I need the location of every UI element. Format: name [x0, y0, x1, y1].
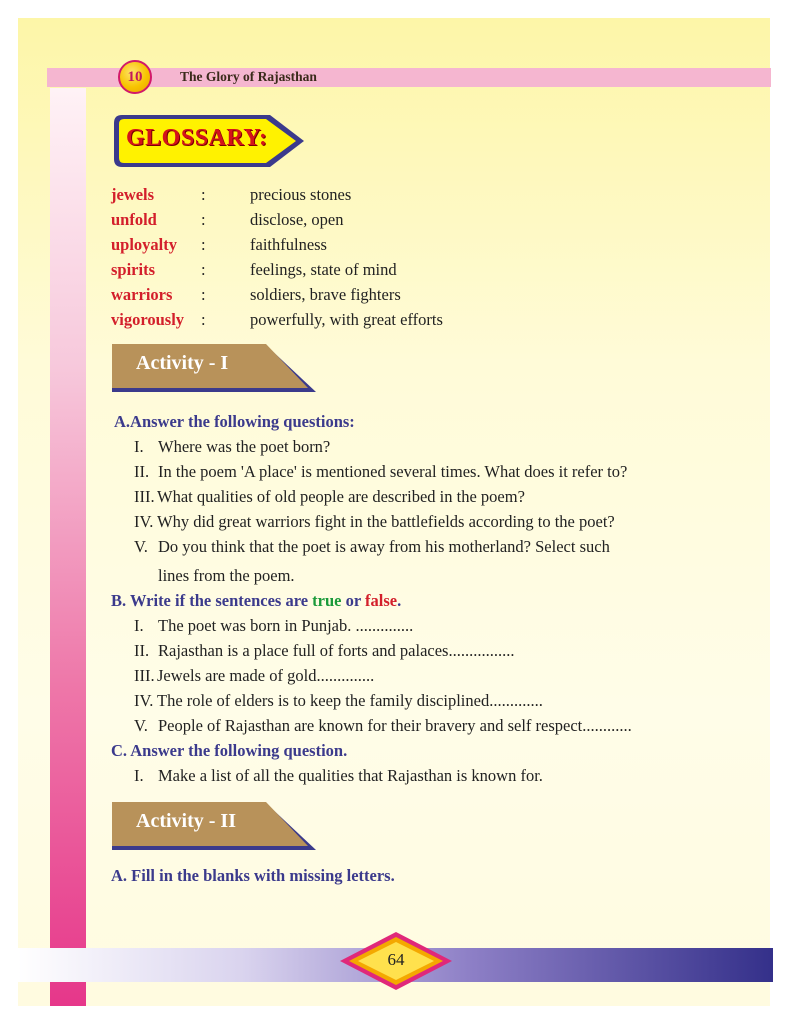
glossary-colon: :	[201, 235, 206, 254]
statement-number: V.	[134, 716, 148, 735]
glossary-word: uployalty	[111, 235, 178, 254]
section-a-heading: A.Answer the following questions:	[114, 412, 355, 431]
glossary-word: jewels	[111, 185, 155, 204]
question-text: Where was the poet born?	[158, 437, 331, 456]
or-word: or	[341, 591, 366, 610]
question-number: III.	[134, 487, 155, 506]
section-b-heading-prefix: B. Write if the sentences are	[111, 591, 313, 610]
activity-2-tag	[112, 802, 317, 852]
question-text: In the poem 'A place' is mentioned several times. What does it refer to?	[158, 462, 628, 481]
question-text: Make a list of all the qualities that Rajasthan is known for.	[158, 766, 543, 785]
glossary-colon: :	[201, 185, 206, 204]
section-c-heading: C. Answer the following question.	[111, 741, 348, 760]
page-number: 64	[387, 950, 405, 969]
glossary-definition: feelings, state of mind	[250, 260, 397, 279]
statement-number: I.	[134, 616, 144, 635]
chapter-title: The Glory of Rajasthan	[180, 69, 317, 84]
glossary-colon: :	[201, 285, 206, 304]
section-b-heading	[111, 591, 401, 611]
header-strip	[47, 68, 771, 87]
statement-number: II.	[134, 641, 150, 660]
glossary-colon: :	[201, 210, 206, 229]
statement-text: Jewels are made of gold..............	[157, 666, 375, 685]
page-number-badge	[340, 932, 452, 990]
glossary-title: GLOSSARY:	[126, 125, 268, 151]
activity-1-label: Activity - I	[136, 352, 229, 374]
question-number: IV.	[134, 512, 154, 531]
glossary-word: unfold	[111, 210, 157, 229]
question-number: II.	[134, 462, 150, 481]
glossary-word: spirits	[111, 260, 156, 279]
activity-2-section-a-heading: A. Fill in the blanks with missing letters.	[111, 866, 395, 885]
glossary-colon: :	[201, 310, 206, 329]
false-word: false	[365, 591, 398, 610]
glossary-word: vigorously	[111, 310, 185, 329]
glossary-definition: powerfully, with great efforts	[250, 310, 443, 329]
question-text: Why did great warriors fight in the battlefields according to the poet?	[157, 512, 615, 531]
statement-text: The poet was born in Punjab. ..............	[158, 616, 414, 635]
activity-1-tag	[112, 344, 317, 394]
activity-2-label: Activity - II	[136, 810, 236, 832]
glossary-definition: precious stones	[250, 185, 352, 204]
glossary-definition: disclose, open	[250, 210, 344, 229]
glossary-definition: faithfulness	[250, 235, 327, 254]
left-decorative-bar	[50, 88, 86, 1006]
section-b-heading-suffix: .	[397, 591, 402, 610]
question-text: Do you think that the poet is away from his motherland? Select such	[158, 537, 610, 556]
glossary-colon: :	[201, 260, 206, 279]
statement-text: The role of elders is to keep the family disciplined.............	[157, 691, 543, 710]
true-word: true	[312, 591, 342, 610]
question-number: I.	[134, 766, 144, 785]
question-number: V.	[134, 537, 148, 556]
glossary-word: warriors	[111, 285, 173, 304]
question-continuation: lines from the poem.	[158, 566, 295, 585]
statement-text: People of Rajasthan are known for their bravery and self respect............	[158, 716, 632, 735]
statement-text: Rajasthan is a place full of forts and palaces................	[158, 641, 515, 660]
statement-number: IV.	[134, 691, 154, 710]
chapter-number-badge: 10	[118, 60, 152, 94]
question-text: What qualities of old people are described in the poem?	[157, 487, 525, 506]
question-number: I.	[134, 437, 144, 456]
glossary-definition: soldiers, brave fighters	[250, 285, 401, 304]
statement-number: III.	[134, 666, 155, 685]
